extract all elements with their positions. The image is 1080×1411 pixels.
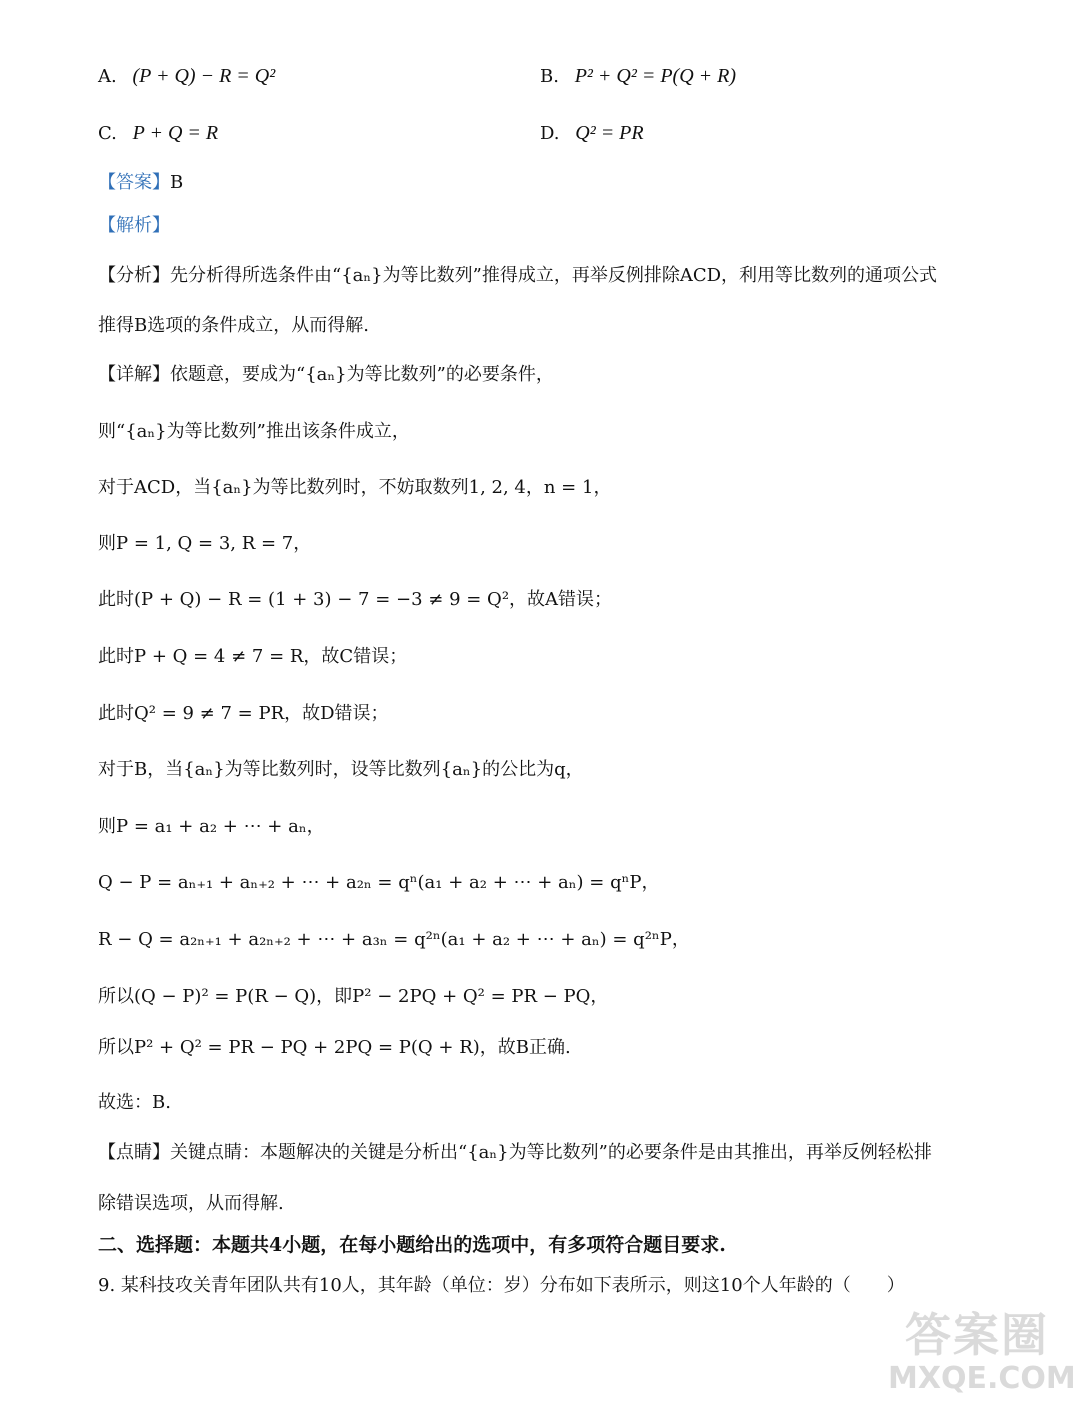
detail-line-12: 所以(Q − P)² = P(R − Q)，即P² − 2PQ + Q² = PR − PQ，	[98, 986, 609, 1007]
detail-line-10: Q − P = aₙ₊₁ + aₙ₊₂ + ⋯ + a₂ₙ = qⁿ(a₁ + a₂ + ⋯ + aₙ) = qⁿP，	[98, 872, 660, 893]
dianjing-line-1	[98, 1139, 932, 1167]
detail-line-3: 对于ACD，当{aₙ}为等比数列时，不妨取数列1, 2, 4，n = 1，	[98, 477, 612, 498]
fenxi-tag: 【分析】	[98, 265, 170, 286]
question-9: 9. 某科技攻关青年团队共有10人，其年龄（单位：岁）分布如下表所示，则这10个人年龄的（ ）	[98, 1275, 905, 1296]
detail-line-11: R − Q = a₂ₙ₊₁ + a₂ₙ₊₂ + ⋯ + a₃ₙ = q²ⁿ(a₁ + a₂ + ⋯ + aₙ) = q²ⁿP，	[98, 929, 690, 950]
dianjing-line-2: 除错误选项，从而得解.	[98, 1193, 284, 1214]
option-a	[98, 62, 275, 91]
detail-line-2: 则“{aₙ}为等比数列”推出该条件成立，	[98, 421, 410, 442]
option-expression: Q² = PR	[575, 122, 644, 144]
watermark-top: 答案圈	[905, 1308, 1049, 1362]
fenxi-line-2: 推得B选项的条件成立，从而得解.	[98, 315, 369, 336]
section-heading: 二、选择题：本题共4小题，在每小题给出的选项中，有多项符合题目要求.	[98, 1234, 726, 1256]
detail-line-4: 则P = 1, Q = 3, R = 7，	[98, 533, 312, 554]
option-letter: C.	[98, 123, 117, 144]
option-expression: P + Q = R	[132, 122, 219, 144]
option-letter: D.	[540, 123, 560, 144]
option-letter: B.	[540, 66, 559, 87]
detail-tag: 【详解】	[98, 364, 170, 385]
fenxi-text: 先分析得所选条件由“{aₙ}为等比数列”推得成立，再举反例排除ACD，利用等比数列的通项公式	[170, 265, 938, 286]
option-expression: P² + Q² = P(Q + R)	[574, 65, 737, 87]
detail-text: 依题意，要成为“{aₙ}为等比数列”的必要条件，	[170, 364, 554, 385]
option-b	[540, 62, 736, 91]
detail-line-6: 此时P + Q = 4 ≠ 7 = R，故C错误；	[98, 646, 408, 667]
detail-line-13: 所以P² + Q² = PR − PQ + 2PQ = P(Q + R)，故B正确.	[98, 1037, 571, 1058]
answer-tag: 【答案】	[98, 172, 170, 193]
detail-line-9: 则P = a₁ + a₂ + ⋯ + aₙ，	[98, 816, 325, 837]
option-c	[98, 119, 218, 148]
option-expression: (P + Q) − R = Q²	[132, 65, 276, 87]
dianjing-text: 关键点睛：本题解决的关键是分析出“{aₙ}为等比数列”的必要条件是由其推出，再举反例轻松排	[170, 1142, 932, 1163]
detail-line-14: 故选：B.	[98, 1092, 171, 1113]
watermark-bottom: MXQE.COM	[888, 1361, 1076, 1396]
watermark-logo	[888, 1308, 1076, 1405]
fenxi-line-1	[98, 262, 937, 290]
answer-line	[98, 169, 183, 197]
detail-line-1	[98, 361, 554, 389]
answer-value: B	[170, 172, 184, 193]
dianjing-tag: 【点睛】	[98, 1142, 170, 1163]
detail-line-5: 此时(P + Q) − R = (1 + 3) − 7 = −3 ≠ 9 = Q²，故A错误；	[98, 589, 613, 610]
detail-line-7: 此时Q² = 9 ≠ 7 = PR，故D错误；	[98, 703, 389, 724]
option-letter: A.	[98, 66, 117, 87]
analysis-tag: 【解析】	[98, 215, 170, 236]
option-d	[540, 119, 644, 148]
detail-line-8: 对于B，当{aₙ}为等比数列时，设等比数列{aₙ}的公比为q，	[98, 759, 584, 780]
